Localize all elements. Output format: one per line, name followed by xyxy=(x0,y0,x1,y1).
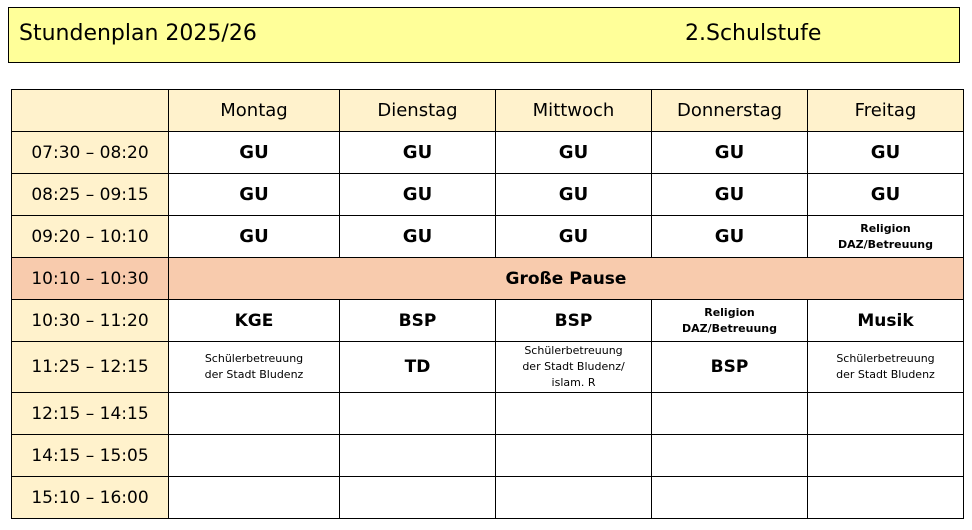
day-thursday: Donnerstag xyxy=(652,90,808,132)
lesson-cell xyxy=(169,393,340,435)
table-row xyxy=(12,393,964,435)
table-row xyxy=(12,216,964,258)
lesson-cell xyxy=(496,393,652,435)
corner-cell xyxy=(12,90,169,132)
table-row xyxy=(12,342,964,393)
table-row xyxy=(12,435,964,477)
lesson-cell: KGE xyxy=(169,300,340,342)
time-slot: 10:30 – 11:20 xyxy=(12,300,169,342)
lesson-cell: GU xyxy=(169,216,340,258)
lesson-cell xyxy=(652,435,808,477)
lesson-cell: GU xyxy=(340,216,496,258)
time-slot: 07:30 – 08:20 xyxy=(12,132,169,174)
break-row xyxy=(12,258,964,300)
lesson-cell: TD xyxy=(340,342,496,393)
day-tuesday: Dienstag xyxy=(340,90,496,132)
lesson-cell: BSP xyxy=(340,300,496,342)
lesson-line: Schülerbetreuung xyxy=(524,344,623,357)
lesson-cell: GU xyxy=(496,216,652,258)
lesson-cell xyxy=(340,393,496,435)
break-label: Große Pause xyxy=(169,258,964,300)
lesson-cell xyxy=(808,393,964,435)
lesson-line: der Stadt Bludenz xyxy=(204,368,304,381)
lesson-cell xyxy=(169,435,340,477)
lesson-cell: BSP xyxy=(652,342,808,393)
lesson-cell xyxy=(496,477,652,519)
time-slot: 08:25 – 09:15 xyxy=(12,174,169,216)
table-row xyxy=(12,300,964,342)
lesson-cell xyxy=(496,342,652,393)
lesson-cell: GU xyxy=(169,132,340,174)
grade-label: 2.Schulstufe xyxy=(685,21,822,46)
lesson-cell xyxy=(652,300,808,342)
lesson-cell xyxy=(169,342,340,393)
lesson-line: Religion xyxy=(860,221,911,235)
lesson-line: der Stadt Bludenz/ xyxy=(522,360,625,373)
table-row xyxy=(12,132,964,174)
time-slot: 09:20 – 10:10 xyxy=(12,216,169,258)
lesson-cell xyxy=(808,342,964,393)
time-slot: 12:15 – 14:15 xyxy=(12,393,169,435)
time-slot: 11:25 – 12:15 xyxy=(12,342,169,393)
lesson-cell: GU xyxy=(340,132,496,174)
page-header xyxy=(8,7,960,63)
lesson-cell: GU xyxy=(496,174,652,216)
day-wednesday: Mittwoch xyxy=(496,90,652,132)
time-slot: 15:10 – 16:00 xyxy=(12,477,169,519)
timetable xyxy=(11,89,964,519)
lesson-cell xyxy=(169,477,340,519)
lesson-cell xyxy=(340,435,496,477)
lesson-line: Schülerbetreuung xyxy=(204,352,304,365)
table-row xyxy=(12,174,964,216)
lesson-cell: GU xyxy=(169,174,340,216)
lesson-cell xyxy=(652,393,808,435)
lesson-cell xyxy=(652,477,808,519)
lesson-cell xyxy=(340,477,496,519)
time-slot: 10:10 – 10:30 xyxy=(12,258,169,300)
lesson-line: der Stadt Bludenz xyxy=(836,368,935,381)
lesson-cell: GU xyxy=(652,216,808,258)
lesson-cell xyxy=(808,477,964,519)
page-title: Stundenplan 2025/26 xyxy=(19,21,257,46)
lesson-line: islam. R xyxy=(551,376,596,389)
day-monday: Montag xyxy=(169,90,340,132)
day-header-row xyxy=(12,90,964,132)
lesson-cell: GU xyxy=(340,174,496,216)
time-slot: 14:15 – 15:05 xyxy=(12,435,169,477)
day-friday: Freitag xyxy=(808,90,964,132)
table-row xyxy=(12,477,964,519)
lesson-line: DAZ/Betreuung xyxy=(838,237,933,251)
lesson-cell: GU xyxy=(808,132,964,174)
lesson-cell xyxy=(496,435,652,477)
lesson-cell: BSP xyxy=(496,300,652,342)
lesson-cell: GU xyxy=(808,174,964,216)
lesson-line: Religion xyxy=(704,305,755,319)
lesson-cell xyxy=(808,435,964,477)
lesson-cell: GU xyxy=(652,174,808,216)
lesson-line: DAZ/Betreuung xyxy=(682,321,777,335)
lesson-cell: Musik xyxy=(808,300,964,342)
lesson-cell: GU xyxy=(652,132,808,174)
lesson-cell xyxy=(808,216,964,258)
lesson-cell: GU xyxy=(496,132,652,174)
lesson-line: Schülerbetreuung xyxy=(836,352,935,365)
